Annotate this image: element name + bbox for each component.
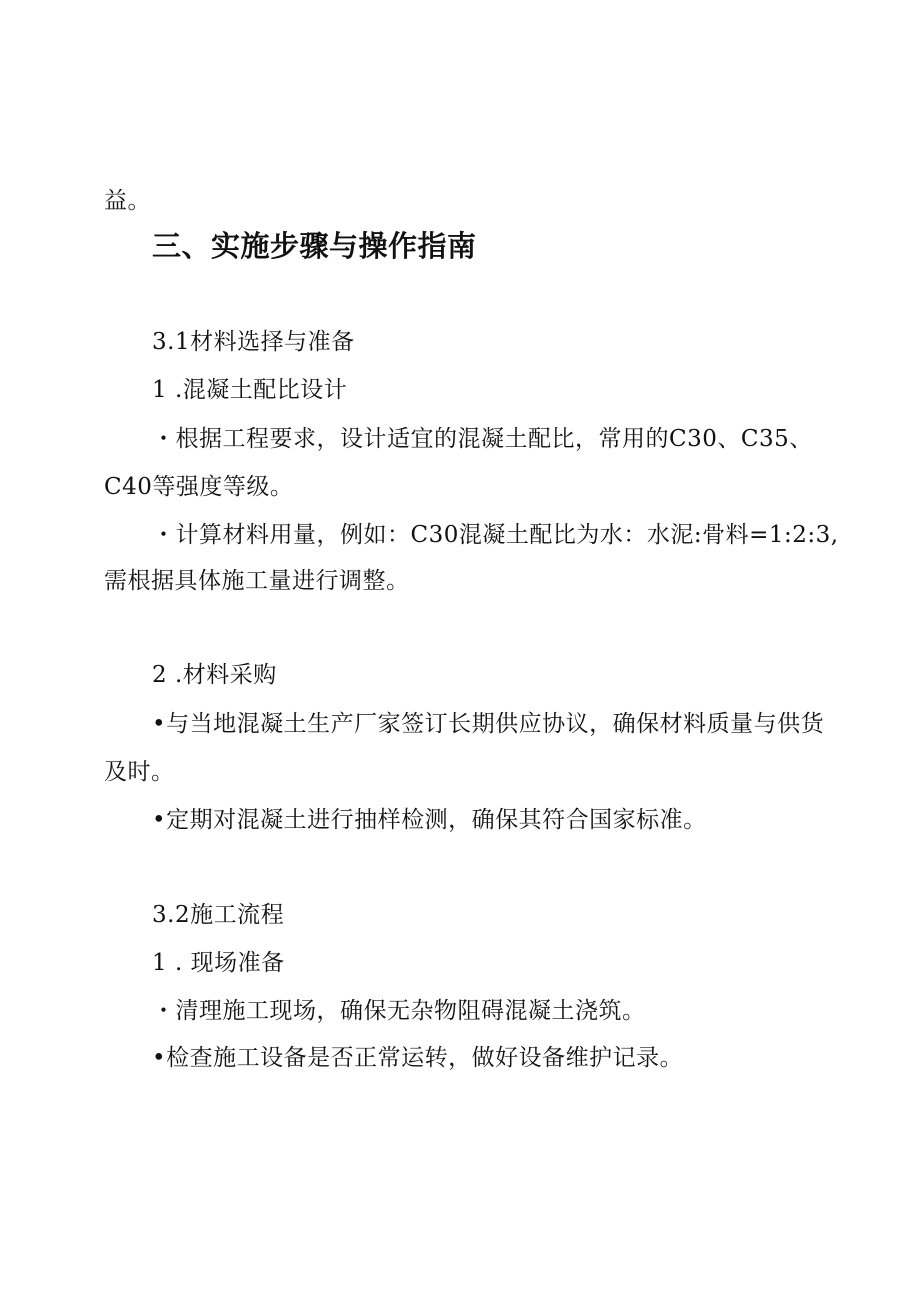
paragraph-tail-line: 益。 [104, 188, 151, 214]
bullet-line: ・根据工程要求，设计适宜的混凝土配比，常用的C30、C35、 [152, 426, 813, 452]
bullet-line: •定期对混凝土进行抽样检测，确保其符合国家标准。 [152, 807, 707, 833]
item-title-1: 1 .混凝土配比设计 [152, 377, 348, 403]
bullet-line: ・清理施工现场，确保无杂物阻碍混凝土浇筑。 [152, 998, 646, 1024]
bullet-line: ・计算材料用量，例如：C30混凝土配比为水：水泥:骨料=1:2:3, [152, 522, 839, 548]
subsection-title-3-2: 3.2施工流程 [152, 902, 285, 928]
bullet-continuation-line: 及时。 [104, 759, 175, 785]
bullet-line: •检查施工设备是否正常运转，做好设备维护记录。 [152, 1045, 684, 1071]
item-title-1: 1 . 现场准备 [152, 950, 285, 976]
subsection-title-3-1: 3.1材料选择与准备 [152, 329, 355, 355]
section-heading: 三、实施步骤与操作指南 [152, 229, 477, 263]
item-title-2: 2 .材料采购 [152, 662, 277, 688]
bullet-continuation-line: 需根据具体施工量进行调整。 [104, 568, 410, 594]
bullet-line: •与当地混凝土生产厂家签订长期供应协议，确保材料质量与供货 [152, 711, 825, 737]
bullet-continuation-line: C40等强度等级。 [104, 474, 294, 500]
